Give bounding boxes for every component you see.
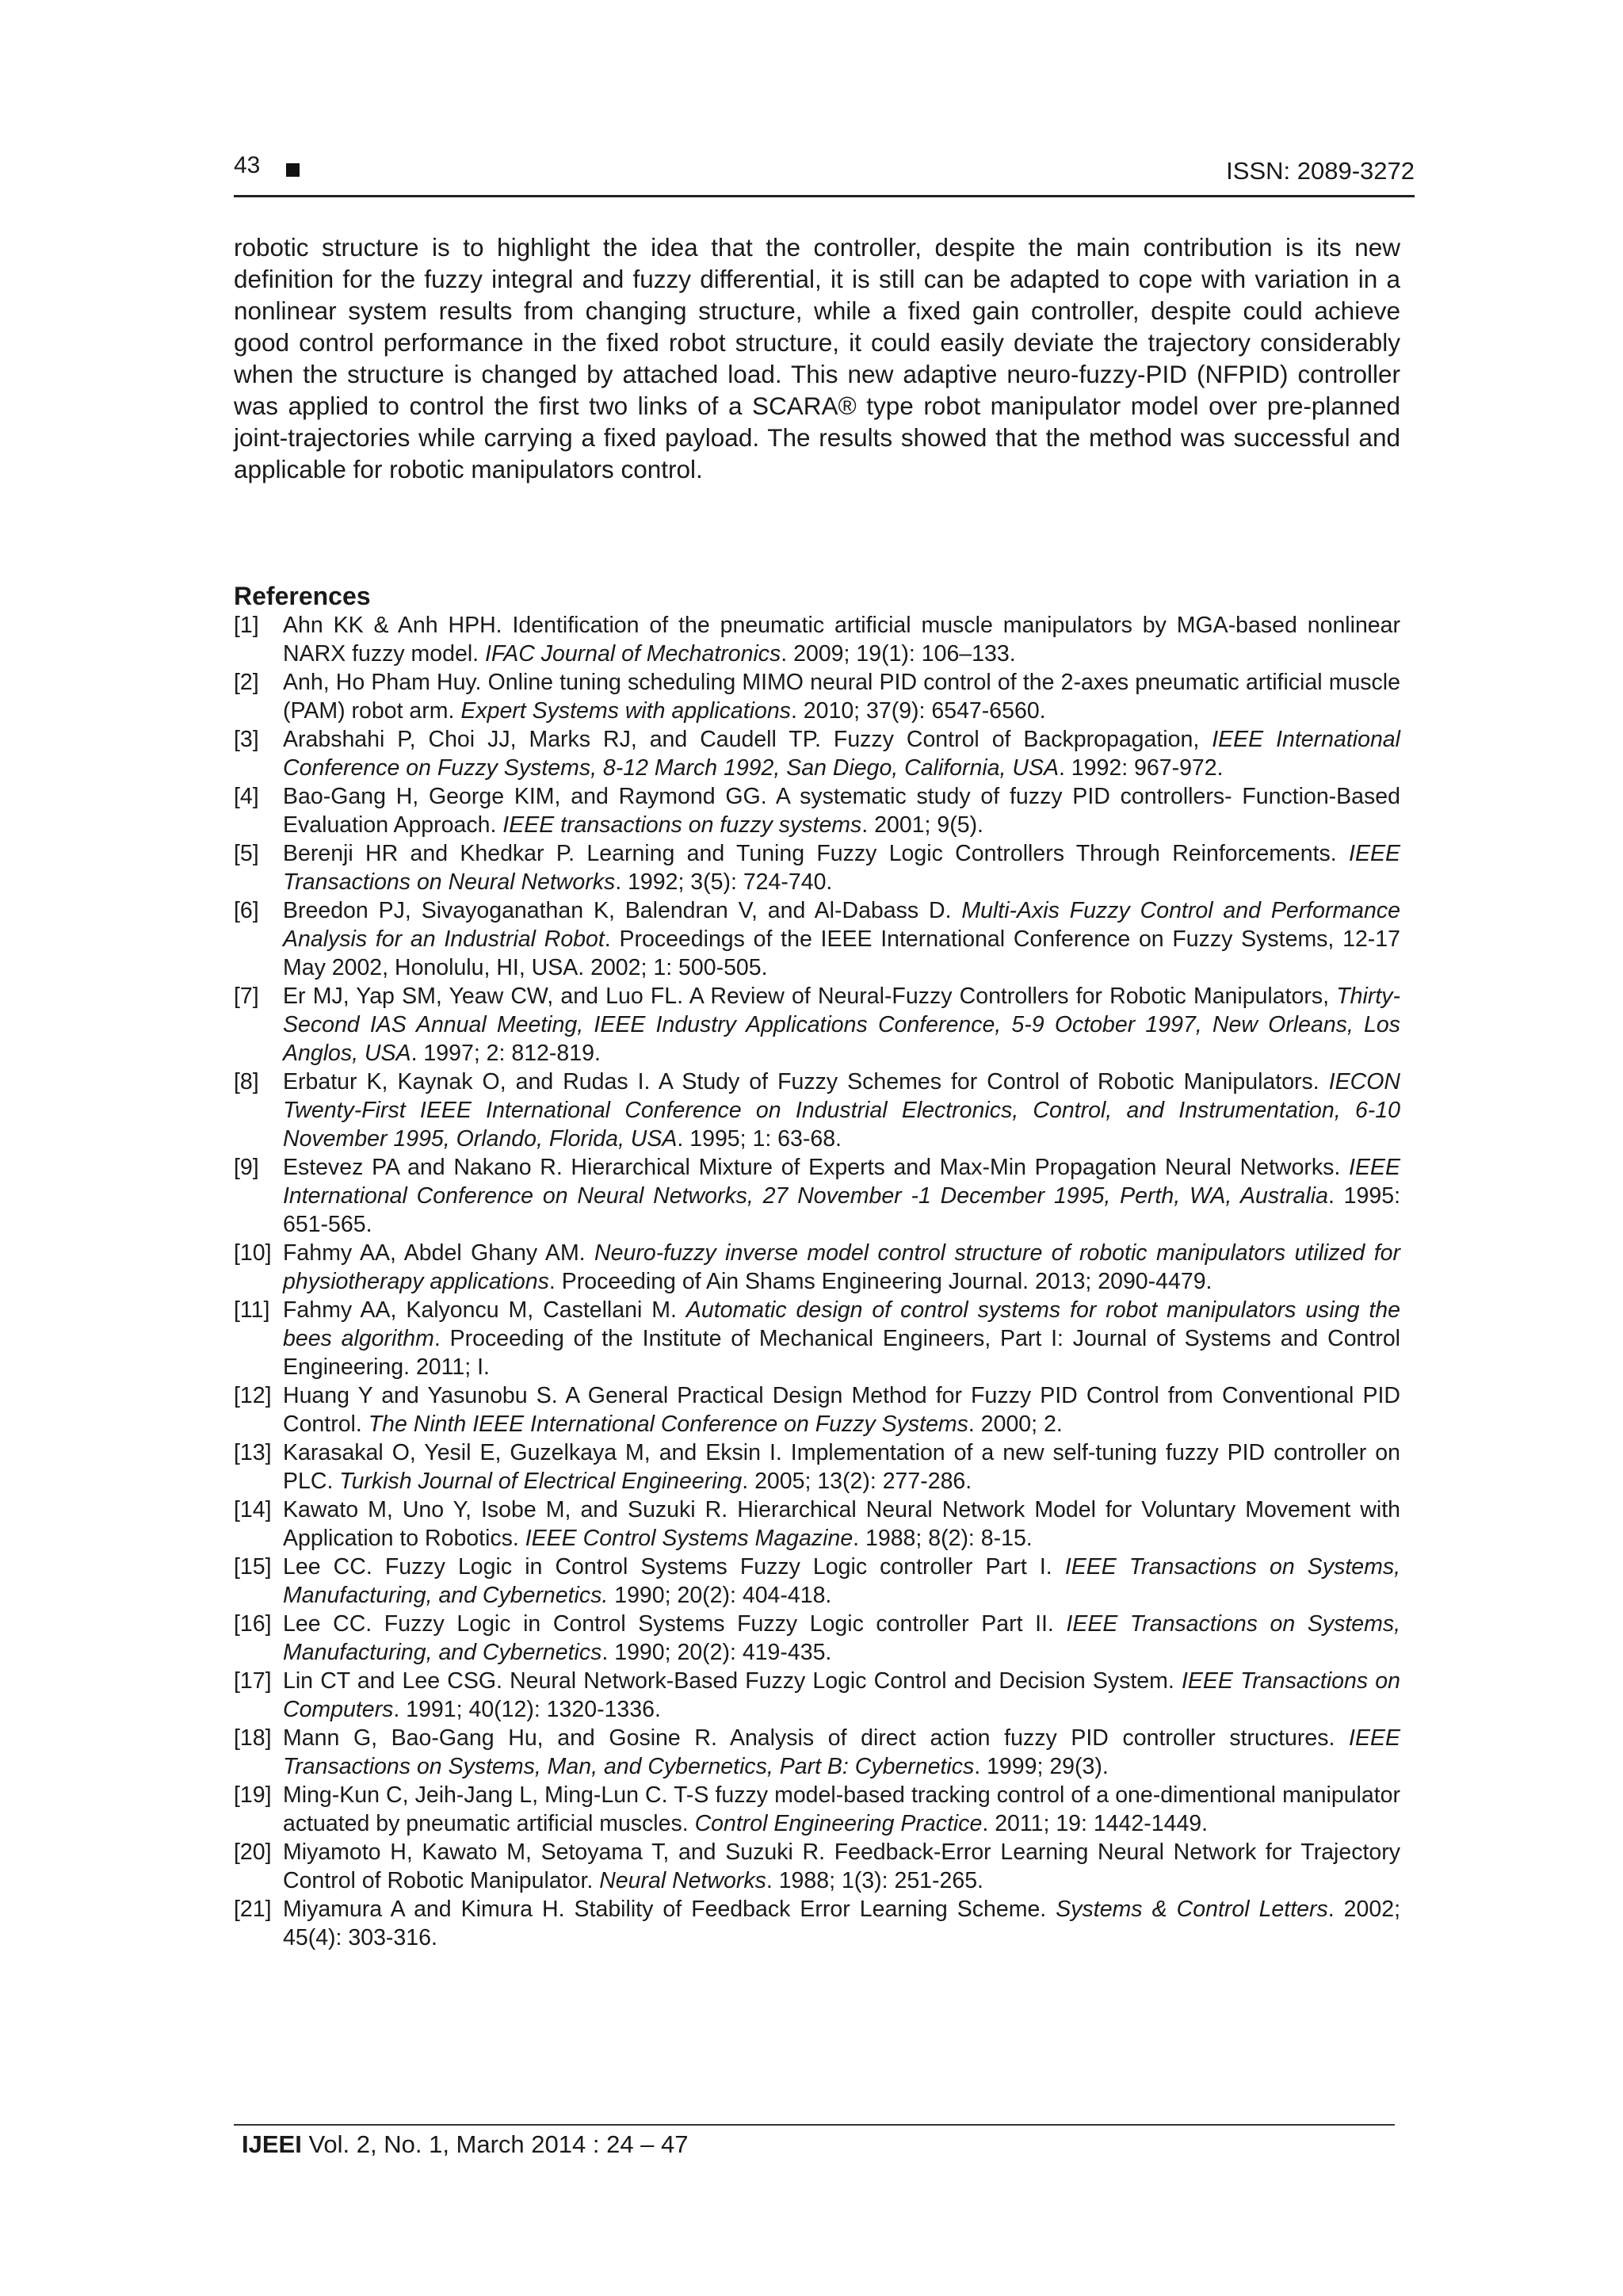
reference-item bbox=[234, 839, 1400, 896]
reference-number: [13] bbox=[234, 1440, 272, 1465]
reference-number: [6] bbox=[234, 898, 259, 923]
reference-number: [1] bbox=[234, 613, 259, 638]
reference-number: [3] bbox=[234, 727, 259, 752]
reference-number: [9] bbox=[234, 1155, 259, 1180]
reference-number: [11] bbox=[234, 1297, 270, 1323]
reference-item bbox=[234, 1381, 1400, 1438]
reference-text: Lin CT and Lee CSG. Neural Network-Based Fuzzy Logic Control and Decision System. IEEE Transactions on Computers. 1991; 40(12): 1320-1336. bbox=[283, 1668, 1400, 1722]
reference-text: Kawato M, Uno Y, Isobe M, and Suzuki R. Hierarchical Neural Network Model for Voluntary Movement with Application to Robotics. IEEE Control Systems Magazine. 1988; 8(2): 8-15. bbox=[283, 1497, 1400, 1551]
reference-number: [4] bbox=[234, 784, 259, 809]
reference-number: [5] bbox=[234, 841, 259, 866]
reference-text: Karasakal O, Yesil E, Guzelkaya M, and Eksin I. Implementation of a new self-tuning fuzzy PID controller on PLC. Turkish Journal of Electrical Engineering. 2005; 13(2): 277-286. bbox=[283, 1440, 1400, 1494]
reference-number: [8] bbox=[234, 1069, 259, 1095]
reference-item bbox=[234, 896, 1400, 982]
reference-text: Lee CC. Fuzzy Logic in Control Systems Fuzzy Logic controller Part I. IEEE Transactions on Systems, Manufacturing, and Cybernetics. 1990; 20(2): 404-418. bbox=[283, 1554, 1400, 1608]
reference-text: Lee CC. Fuzzy Logic in Control Systems Fuzzy Logic controller Part II. IEEE Transactions on Systems, Manufacturing, and Cybernetics. 1990; 20(2): 419-435. bbox=[283, 1611, 1401, 1665]
reference-item bbox=[234, 1610, 1400, 1667]
reference-text: Berenji HR and Khedkar P. Learning and Tuning Fuzzy Logic Controllers Through Reinforcements. IEEE Transactions on Neural Networks. 1992; 3(5): 724-740. bbox=[283, 841, 1400, 895]
conclusion-paragraph: robotic structure is to highlight the idea that the controller, despite the main contribution is its new definition for the fuzzy integral and fuzzy differential, it is still can be adapted to cope with variation in a nonlinear system results from changing structure, while a fixed gain controller, despite could achieve good control performance in the fixed robot structure, it could easily deviate the trajectory considerably when the structure is changed by attached load. This new adaptive neuro-fuzzy-PID (NFPID) controller was applied to control the first two links of a SCARA® type robot manipulator model over pre-planned joint-trajectories while carrying a fixed payload. The results showed that the method was successful and applicable for robotic manipulators control. bbox=[234, 233, 1400, 483]
reference-text: Erbatur K, Kaynak O, and Rudas I. A Study of Fuzzy Schemes for Control of Robotic Manipulators. IECON Twenty-First IEEE International Conference on Industrial Electronics, Control, and Instrumentation, 6-10 November 1995, Orlando, Florida, USA. 1995; 1: 63-68. bbox=[283, 1069, 1400, 1152]
reference-text: Mann G, Bao-Gang Hu, and Gosine R. Analysis of direct action fuzzy PID controller structures. IEEE Transactions on Systems, Man, and Cybernetics, Part B: Cybernetics. 1999; 29(3). bbox=[283, 1725, 1400, 1779]
reference-item bbox=[234, 1068, 1400, 1153]
reference-text: Estevez PA and Nakano R. Hierarchical Mixture of Experts and Max-Min Propagation Neural Networks. IEEE International Conference on Neural Networks, 27 November -1 December 1995, Perth, WA, Australia. 1995: 651-565. bbox=[283, 1155, 1401, 1237]
reference-item bbox=[234, 1153, 1400, 1239]
reference-text: Fahmy AA, Abdel Ghany AM. Neuro-fuzzy inverse model control structure of robotic manipulators utilized for physiotherapy applications. Proceeding of Ain Shams Engineering Journal. 2013; 2090-4479. bbox=[283, 1240, 1400, 1294]
reference-item bbox=[234, 611, 1400, 668]
reference-item bbox=[234, 1438, 1400, 1496]
footer-issue-info: Vol. 2, No. 1, March 2014 : 24 – 47 bbox=[301, 2130, 689, 2158]
reference-item bbox=[234, 982, 1400, 1068]
reference-item bbox=[234, 1838, 1400, 1895]
reference-number: [18] bbox=[234, 1725, 272, 1751]
reference-item bbox=[234, 1724, 1400, 1781]
reference-text: Arabshahi P, Choi JJ, Marks RJ, and Caudell TP. Fuzzy Control of Backpropagation, IEEE International Conference on Fuzzy Systems, 8-12 March 1992, San Diego, California, USA. 1992: 967-972. bbox=[283, 727, 1400, 781]
reference-item bbox=[234, 1239, 1400, 1296]
reference-text: Ahn KK & Anh HPH. Identification of the pneumatic artificial muscle manipulators by MGA-based nonlinear NARX fuzzy model. IFAC Journal of Mechatronics. 2009; 19(1): 106–133. bbox=[283, 613, 1400, 667]
reference-text: Er MJ, Yap SM, Yeaw CW, and Luo FL. A Review of Neural-Fuzzy Controllers for Robotic Manipulators, Thirty-Second IAS Annual Meeting, IEEE Industry Applications Conference, 5-9 October 1997, New Orleans, Los Anglos, USA. 1997; 2: 812-819. bbox=[283, 984, 1400, 1066]
header-square-marker bbox=[286, 163, 300, 177]
reference-number: [21] bbox=[234, 1897, 272, 1922]
reference-number: [14] bbox=[234, 1497, 272, 1522]
references-heading: References bbox=[234, 582, 371, 610]
header-issn: ISSN: 2089-3272 bbox=[1226, 157, 1415, 185]
reference-number: [15] bbox=[234, 1554, 272, 1580]
page-footer bbox=[234, 2124, 1395, 2158]
reference-item bbox=[234, 1553, 1400, 1610]
reference-list bbox=[234, 611, 1400, 1952]
reference-number: [20] bbox=[234, 1839, 272, 1865]
reference-text: Breedon PJ, Sivayoganathan K, Balendran V, and Al-Dabass D. Multi-Axis Fuzzy Control and Performance Analysis for an Industrial Robot. Proceedings of the IEEE International Conference on Fuzzy Systems, 12-17 May 2002, Honolulu, HI, USA. 2002; 1: 500-505. bbox=[283, 898, 1400, 980]
reference-number: [17] bbox=[234, 1668, 272, 1694]
reference-text: Huang Y and Yasunobu S. A General Practical Design Method for Fuzzy PID Control from Conventional PID Control. The Ninth IEEE International Conference on Fuzzy Systems. 2000; 2. bbox=[283, 1383, 1400, 1437]
reference-item bbox=[234, 1296, 1400, 1381]
reference-item bbox=[234, 725, 1400, 782]
reference-number: [2] bbox=[234, 670, 259, 695]
reference-item bbox=[234, 1781, 1400, 1838]
page-header bbox=[234, 149, 1415, 197]
page-number: 43 bbox=[234, 152, 261, 178]
footer-journal-abbrev: IJEEI bbox=[242, 2130, 302, 2158]
reference-number: [7] bbox=[234, 984, 259, 1009]
reference-text: Anh, Ho Pham Huy. Online tuning scheduling MIMO neural PID control of the 2-axes pneumatic artificial muscle (PAM) robot arm. Expert Systems with applications. 2010; 37(9): 6547-6560. bbox=[283, 670, 1400, 724]
footer-journal-info bbox=[242, 2130, 689, 2159]
reference-item bbox=[234, 1895, 1400, 1952]
reference-item bbox=[234, 668, 1400, 725]
reference-number: [10] bbox=[234, 1240, 272, 1266]
reference-text: Miyamoto H, Kawato M, Setoyama T, and Suzuki R. Feedback-Error Learning Neural Network for Trajectory Control of Robotic Manipulator. Neural Networks. 1988; 1(3): 251-265. bbox=[283, 1839, 1400, 1893]
reference-number: [16] bbox=[234, 1611, 272, 1637]
reference-text: Bao-Gang H, George KIM, and Raymond GG. A systematic study of fuzzy PID controllers- Function-Based Evaluation Approach. IEEE transactions on fuzzy systems. 2001; 9(5). bbox=[283, 784, 1400, 838]
reference-text: Ming-Kun C, Jeih-Jang L, Ming-Lun C. T-S fuzzy model-based tracking control of a one-dimentional manipulator actuated by pneumatic artificial muscles. Control Engineering Practice. 2011; 19: 1442-1449. bbox=[283, 1782, 1400, 1836]
reference-item bbox=[234, 1496, 1400, 1553]
reference-text: Fahmy AA, Kalyoncu M, Castellani M. Automatic design of control systems for robot manipulators using the bees algorithm. Proceeding of the Institute of Mechanical Engineers, Part I: Journal of Systems and Control Engineering. 2011; I. bbox=[283, 1297, 1401, 1380]
reference-number: [12] bbox=[234, 1383, 272, 1408]
reference-item bbox=[234, 1667, 1400, 1724]
reference-text: Miyamura A and Kimura H. Stability of Feedback Error Learning Scheme. Systems & Control Letters. 2002; 45(4): 303-316. bbox=[283, 1897, 1401, 1950]
reference-number: [19] bbox=[234, 1782, 272, 1808]
reference-item bbox=[234, 782, 1400, 839]
